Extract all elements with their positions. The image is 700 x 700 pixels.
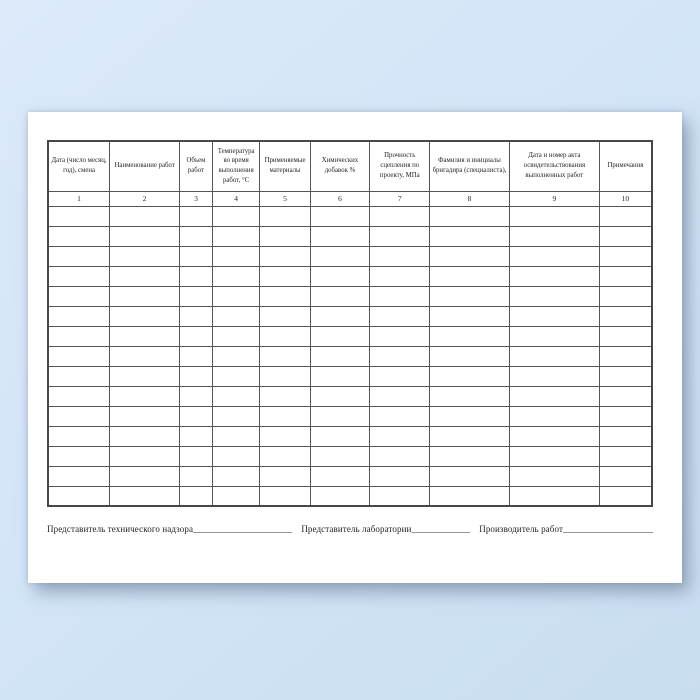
table-cell — [599, 266, 652, 286]
column-header-4: Температура во время выполнения работ, °С — [212, 141, 260, 191]
table-cell — [180, 426, 213, 446]
table-cell — [212, 326, 260, 346]
column-header-8: Фамилия и инициалы бригадира (специалиста), — [430, 141, 510, 191]
table-cell — [310, 406, 370, 426]
table-cell — [260, 446, 310, 466]
table-cell — [212, 286, 260, 306]
table-cell — [599, 426, 652, 446]
table-cell — [180, 326, 213, 346]
table-cell — [430, 266, 510, 286]
table-cell — [260, 386, 310, 406]
table-cell — [48, 386, 110, 406]
table-cell — [48, 366, 110, 386]
table-cell — [509, 466, 599, 486]
column-number: 7 — [370, 191, 430, 206]
table-cell — [599, 366, 652, 386]
table-cell — [110, 366, 180, 386]
column-number-row — [48, 191, 652, 206]
table-cell — [180, 226, 213, 246]
table-cell — [212, 426, 260, 446]
column-number: 9 — [509, 191, 599, 206]
table-cell — [509, 366, 599, 386]
table-cell — [430, 386, 510, 406]
table-row — [48, 426, 652, 446]
table-cell — [370, 446, 430, 466]
table-header — [48, 141, 652, 191]
table-cell — [370, 206, 430, 226]
table-cell — [509, 286, 599, 306]
table-cell — [260, 326, 310, 346]
table-cell — [260, 366, 310, 386]
table-cell — [509, 386, 599, 406]
column-header-7: Прочность сцепления по проекту, МПа — [370, 141, 430, 191]
table-row — [48, 206, 652, 226]
table-cell — [599, 226, 652, 246]
table-cell — [48, 426, 110, 446]
table-cell — [110, 386, 180, 406]
table-cell — [370, 386, 430, 406]
signature-label: Представитель лаборатории — [301, 524, 412, 534]
table-cell — [260, 306, 310, 326]
table-cell — [370, 306, 430, 326]
table-cell — [509, 406, 599, 426]
table-cell — [430, 306, 510, 326]
table-row — [48, 346, 652, 366]
table-row — [48, 246, 652, 266]
table-cell — [430, 406, 510, 426]
table-cell — [48, 486, 110, 506]
table-cell — [310, 486, 370, 506]
table-cell — [180, 286, 213, 306]
table-cell — [599, 466, 652, 486]
signature-blank-line: _____________ — [411, 524, 470, 534]
table-cell — [430, 226, 510, 246]
table-cell — [260, 206, 310, 226]
table-cell — [430, 346, 510, 366]
table-cell — [310, 266, 370, 286]
table-cell — [260, 406, 310, 426]
table-cell — [370, 406, 430, 426]
table-cell — [110, 266, 180, 286]
table-cell — [212, 206, 260, 226]
table-cell — [370, 246, 430, 266]
table-cell — [599, 446, 652, 466]
table-cell — [212, 246, 260, 266]
signature-block — [47, 524, 653, 534]
table-row — [48, 486, 652, 506]
table-cell — [48, 206, 110, 226]
table-cell — [48, 266, 110, 286]
table-cell — [48, 346, 110, 366]
table-cell — [260, 426, 310, 446]
table-cell — [180, 346, 213, 366]
column-header-10: Примечания — [599, 141, 652, 191]
table-cell — [430, 446, 510, 466]
table-cell — [48, 446, 110, 466]
table-cell — [509, 226, 599, 246]
table-cell — [180, 486, 213, 506]
table-cell — [509, 426, 599, 446]
column-header-1: Дата (число месяц, год), смена — [48, 141, 110, 191]
header-row — [48, 141, 652, 191]
signature-label: Производитель работ — [479, 524, 563, 534]
table-cell — [310, 446, 370, 466]
column-number: 6 — [310, 191, 370, 206]
table-cell — [180, 386, 213, 406]
table-cell — [310, 206, 370, 226]
table-cell — [212, 226, 260, 246]
signature-blank-line: ____________________ — [562, 524, 653, 534]
table-cell — [310, 246, 370, 266]
table-cell — [180, 366, 213, 386]
table-cell — [310, 426, 370, 446]
table-cell — [599, 326, 652, 346]
table-cell — [110, 406, 180, 426]
table-cell — [509, 446, 599, 466]
column-number: 8 — [430, 191, 510, 206]
table-cell — [509, 346, 599, 366]
table-cell — [180, 266, 213, 286]
column-header-9: Дата и номер акта освидетельствования выполненных работ — [509, 141, 599, 191]
table-cell — [370, 346, 430, 366]
table-cell — [310, 386, 370, 406]
table-cell — [599, 486, 652, 506]
table-row — [48, 226, 652, 246]
table-cell — [430, 326, 510, 346]
table-cell — [110, 306, 180, 326]
table-cell — [212, 386, 260, 406]
table-cell — [599, 206, 652, 226]
table-cell — [370, 226, 430, 246]
table-row — [48, 326, 652, 346]
table-cell — [260, 226, 310, 246]
table-cell — [180, 446, 213, 466]
table-cell — [110, 486, 180, 506]
table-cell — [260, 246, 310, 266]
table-cell — [48, 286, 110, 306]
table-row — [48, 406, 652, 426]
table-cell — [110, 466, 180, 486]
table-cell — [370, 466, 430, 486]
table-cell — [509, 266, 599, 286]
table-cell — [430, 206, 510, 226]
table-body — [48, 191, 652, 506]
table-cell — [212, 486, 260, 506]
table-cell — [310, 326, 370, 346]
table-cell — [212, 266, 260, 286]
table-cell — [110, 326, 180, 346]
table-cell — [212, 406, 260, 426]
column-number: 2 — [110, 191, 180, 206]
table-cell — [430, 246, 510, 266]
table-cell — [509, 326, 599, 346]
table-cell — [599, 246, 652, 266]
table-cell — [509, 306, 599, 326]
table-cell — [430, 426, 510, 446]
column-number: 1 — [48, 191, 110, 206]
table-cell — [260, 266, 310, 286]
table-cell — [48, 306, 110, 326]
table-cell — [310, 306, 370, 326]
table-cell — [310, 466, 370, 486]
table-cell — [370, 426, 430, 446]
table-cell — [110, 226, 180, 246]
column-header-5: Применяемые материалы — [260, 141, 310, 191]
table-row — [48, 366, 652, 386]
table-cell — [212, 466, 260, 486]
table-cell — [599, 286, 652, 306]
table-cell — [110, 426, 180, 446]
column-number: 4 — [212, 191, 260, 206]
table-cell — [260, 346, 310, 366]
table-cell — [48, 466, 110, 486]
table-cell — [212, 306, 260, 326]
table-cell — [370, 326, 430, 346]
table-cell — [310, 346, 370, 366]
table-cell — [180, 306, 213, 326]
table-cell — [110, 246, 180, 266]
table-cell — [370, 366, 430, 386]
column-number: 5 — [260, 191, 310, 206]
table-cell — [430, 486, 510, 506]
table-cell — [599, 386, 652, 406]
table-cell — [212, 366, 260, 386]
table-cell — [430, 466, 510, 486]
column-number: 3 — [180, 191, 213, 206]
table-cell — [110, 346, 180, 366]
column-number: 10 — [599, 191, 652, 206]
work-log-table — [47, 140, 653, 507]
signature-blank-line: ______________________ — [193, 524, 293, 534]
signature-works-producer — [479, 524, 653, 534]
table-cell — [370, 486, 430, 506]
table-cell — [48, 406, 110, 426]
signature-label: Представитель технического надзора — [47, 524, 194, 534]
table-row — [48, 266, 652, 286]
table-cell — [48, 246, 110, 266]
table-cell — [260, 286, 310, 306]
table-cell — [180, 406, 213, 426]
table-cell — [180, 206, 213, 226]
column-header-3: Объем работ — [180, 141, 213, 191]
table-cell — [110, 446, 180, 466]
table-cell — [48, 226, 110, 246]
table-row — [48, 286, 652, 306]
table-cell — [599, 346, 652, 366]
column-header-6: Химических добавок % — [310, 141, 370, 191]
table-cell — [110, 206, 180, 226]
table-row — [48, 306, 652, 326]
table-cell — [509, 206, 599, 226]
table-cell — [370, 286, 430, 306]
table-cell — [260, 486, 310, 506]
table-cell — [370, 266, 430, 286]
table-cell — [599, 306, 652, 326]
column-header-2: Наименование работ — [110, 141, 180, 191]
table-cell — [430, 286, 510, 306]
signature-laboratory — [301, 524, 470, 534]
table-cell — [509, 246, 599, 266]
table-cell — [110, 286, 180, 306]
table-cell — [310, 366, 370, 386]
table-cell — [48, 326, 110, 346]
table-cell — [212, 346, 260, 366]
table-cell — [310, 226, 370, 246]
table-cell — [430, 366, 510, 386]
table-cell — [180, 466, 213, 486]
table-row — [48, 446, 652, 466]
table-row — [48, 386, 652, 406]
table-cell — [212, 446, 260, 466]
table-cell — [599, 406, 652, 426]
table-cell — [310, 286, 370, 306]
table-cell — [180, 246, 213, 266]
table-cell — [260, 466, 310, 486]
table-row — [48, 466, 652, 486]
table-cell — [509, 486, 599, 506]
form-page — [28, 112, 682, 583]
signature-technical-supervisor — [47, 524, 292, 534]
